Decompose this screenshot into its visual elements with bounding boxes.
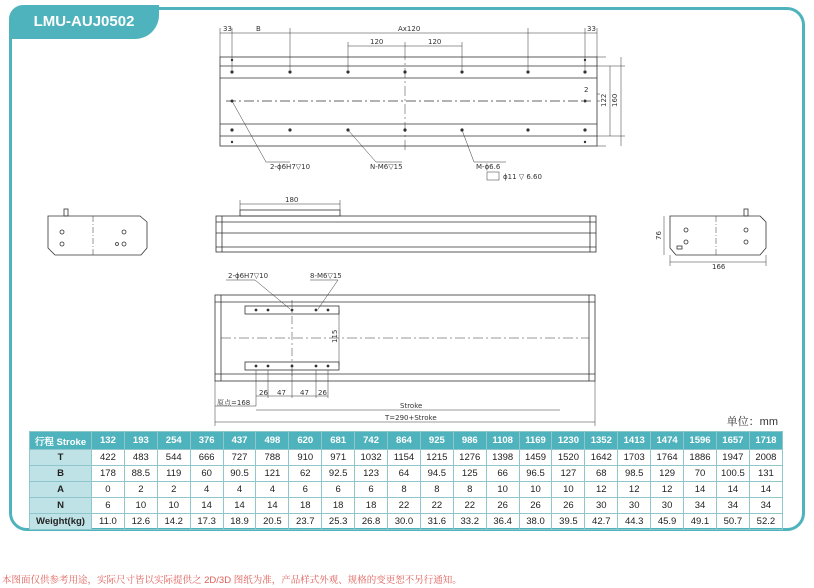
stroke-cell: 864 [388,432,421,450]
dim-47-a: 47 [277,389,286,397]
table-cell: 131 [749,466,782,482]
row-label: N [30,498,92,514]
table-cell: 10 [124,498,157,514]
stroke-cell: 986 [453,432,486,450]
dim-stroke: Stroke [400,402,423,410]
table-cell: 88.5 [124,466,157,482]
table-cell: 36.4 [486,514,519,530]
left-end-view [48,209,147,255]
table-cell: 12 [585,482,618,498]
table-cell: 4 [256,482,289,498]
table-cell: 66 [486,466,519,482]
stroke-cell: 437 [223,432,256,450]
stroke-cell: 925 [420,432,453,450]
dim-180: 180 [285,196,299,204]
table-cell: 18 [289,498,322,514]
table-cell: 30 [651,498,684,514]
stroke-cell: 1474 [651,432,684,450]
table-row [30,466,783,482]
table-cell: 10 [519,482,552,498]
row-label: T [30,450,92,466]
stroke-cell: 1352 [585,432,618,450]
table-cell: 1215 [420,450,453,466]
table-cell: 42.7 [585,514,618,530]
table-cell: 26.8 [355,514,388,530]
stroke-cell: 1169 [519,432,552,450]
table-cell: 666 [190,450,223,466]
stroke-cell: 376 [190,432,223,450]
stroke-cell: 1230 [552,432,585,450]
dim-2: 2 [584,86,589,94]
table-row [30,482,783,498]
table-cell: 25.3 [322,514,355,530]
stroke-cell: 742 [355,432,388,450]
table-cell: 123 [355,466,388,482]
stroke-cell: 1657 [716,432,749,450]
table-cell: 6 [289,482,322,498]
table-cell: 96.5 [519,466,552,482]
table-cell: 18.9 [223,514,256,530]
unit-label: 单位：mm [726,416,778,428]
table-cell: 68 [585,466,618,482]
dim-total: T=290+Stroke [385,414,437,422]
table-cell: 1520 [552,450,585,466]
table-cell: 8 [453,482,486,498]
table-cell: 129 [651,466,684,482]
table-cell: 0 [92,482,125,498]
table-cell: 26 [552,498,585,514]
table-cell: 34 [716,498,749,514]
table-cell: 64 [388,466,421,482]
table-cell: 10 [157,498,190,514]
dim-26-b: 26 [318,389,327,397]
table-cell: 1032 [355,450,388,466]
side-view [216,200,596,252]
table-cell: 22 [388,498,421,514]
table-cell: 6 [322,482,355,498]
table-cell: 12.6 [124,514,157,530]
table-row [30,450,783,466]
callout-hole: M-ϕ6.6 [476,163,501,171]
table-row [30,498,783,514]
table-cell: 33.2 [453,514,486,530]
table-cell: 483 [124,450,157,466]
table-cell: 12 [651,482,684,498]
stroke-cell: 132 [92,432,125,450]
table-cell: 2 [157,482,190,498]
table-cell: 60 [190,466,223,482]
table-cell: 1886 [684,450,717,466]
dim-166: 166 [712,263,726,271]
table-cell: 8 [420,482,453,498]
table-cell: 39.5 [552,514,585,530]
table-cell: 788 [256,450,289,466]
callout-counterbore: ϕ11 ▽ 6.60 [503,173,542,181]
row-label: B [30,466,92,482]
table-cell: 52.2 [749,514,782,530]
table-cell: 10 [486,482,519,498]
table-cell: 10 [552,482,585,498]
table-cell: 727 [223,450,256,466]
table-cell: 1459 [519,450,552,466]
callout-tap-top: N-M6▽15 [370,163,403,171]
table-cell: 18 [322,498,355,514]
table-cell: 14 [223,498,256,514]
stroke-cell: 498 [256,432,289,450]
dim-26-a: 26 [259,389,268,397]
table-cell: 4 [223,482,256,498]
spec-table [29,431,783,530]
dim-ax120: Ax120 [398,25,421,33]
table-cell: 18 [355,498,388,514]
table-cell: 49.1 [684,514,717,530]
stroke-cell: 1718 [749,432,782,450]
table-cell: 30 [585,498,618,514]
table-row [30,514,783,530]
table-cell: 70 [684,466,717,482]
table-cell: 6 [92,498,125,514]
stroke-cell: 681 [322,432,355,450]
stroke-cell: 620 [289,432,322,450]
table-cell: 4 [190,482,223,498]
stroke-cell: 254 [157,432,190,450]
table-cell: 30.0 [388,514,421,530]
table-cell: 34 [684,498,717,514]
table-cell: 45.9 [651,514,684,530]
top-view [220,28,625,180]
table-cell: 12 [618,482,651,498]
table-cell: 6 [355,482,388,498]
dim-120-b: 120 [428,38,442,46]
table-cell: 44.3 [618,514,651,530]
table-cell: 14 [749,482,782,498]
table-cell: 544 [157,450,190,466]
table-cell: 121 [256,466,289,482]
table-cell: 26 [519,498,552,514]
table-cell: 50.7 [716,514,749,530]
dim-120-a: 120 [370,38,384,46]
table-cell: 1398 [486,450,519,466]
table-cell: 62 [289,466,322,482]
stroke-cell: 1596 [684,432,717,450]
dim-76: 76 [655,231,663,240]
table-cell: 92.5 [322,466,355,482]
table-cell: 178 [92,466,125,482]
dim-b: B [256,25,261,33]
table-header-row [30,432,783,450]
table-cell: 98.5 [618,466,651,482]
table-cell: 971 [322,450,355,466]
table-cell: 20.5 [256,514,289,530]
dim-115: 115 [331,329,339,343]
dim-122: 122 [600,93,608,107]
table-cell: 1642 [585,450,618,466]
table-cell: 38.0 [519,514,552,530]
table-cell: 910 [289,450,322,466]
row-label: A [30,482,92,498]
footer-note: 本图面仅供参考用途，实际尺寸皆以实际提供之 2D/3D 图纸为准，产品样式外观、规格的变更恕不另行通知。 [2,575,462,586]
table-cell: 34 [749,498,782,514]
table-cell: 119 [157,466,190,482]
table-cell: 30 [618,498,651,514]
stroke-cell: 1413 [618,432,651,450]
table-cell: 14 [684,482,717,498]
dim-origin: 原点=168 [217,399,251,407]
table-cell: 1276 [453,450,486,466]
table-cell: 22 [420,498,453,514]
header-label: 行程 Stroke [30,432,92,450]
callout-pin-bottom: 2-ϕ6H7▽10 [228,272,269,280]
table-cell: 1947 [716,450,749,466]
table-cell: 2 [124,482,157,498]
table-cell: 1154 [388,450,421,466]
table-cell: 22 [453,498,486,514]
dim-47-b: 47 [300,389,309,397]
dim-33-right: 33 [587,25,596,33]
table-cell: 14 [190,498,223,514]
table-cell: 90.5 [223,466,256,482]
table-cell: 2008 [749,450,782,466]
stroke-cell: 193 [124,432,157,450]
table-cell: 14 [256,498,289,514]
table-cell: 14.2 [157,514,190,530]
table-cell: 125 [453,466,486,482]
table-cell: 17.3 [190,514,223,530]
table-cell: 1703 [618,450,651,466]
table-cell: 94.5 [420,466,453,482]
table-cell: 1764 [651,450,684,466]
callout-tap-bottom: 8-M6▽15 [310,272,342,280]
table-cell: 14 [716,482,749,498]
table-cell: 127 [552,466,585,482]
model-title: LMU-AUJ0502 [9,5,159,39]
row-label: Weight(kg) [30,514,92,530]
stroke-cell: 1108 [486,432,519,450]
table-cell: 8 [388,482,421,498]
dim-33-left: 33 [223,25,232,33]
table-cell: 100.5 [716,466,749,482]
callout-pin-top: 2-ϕ6H7▽10 [270,163,311,171]
right-end-view [664,209,766,266]
table-cell: 26 [486,498,519,514]
dim-160: 160 [611,93,619,107]
table-cell: 422 [92,450,125,466]
hole-markers [230,59,589,368]
table-cell: 23.7 [289,514,322,530]
table-cell: 11.0 [92,514,125,530]
table-cell: 31.6 [420,514,453,530]
